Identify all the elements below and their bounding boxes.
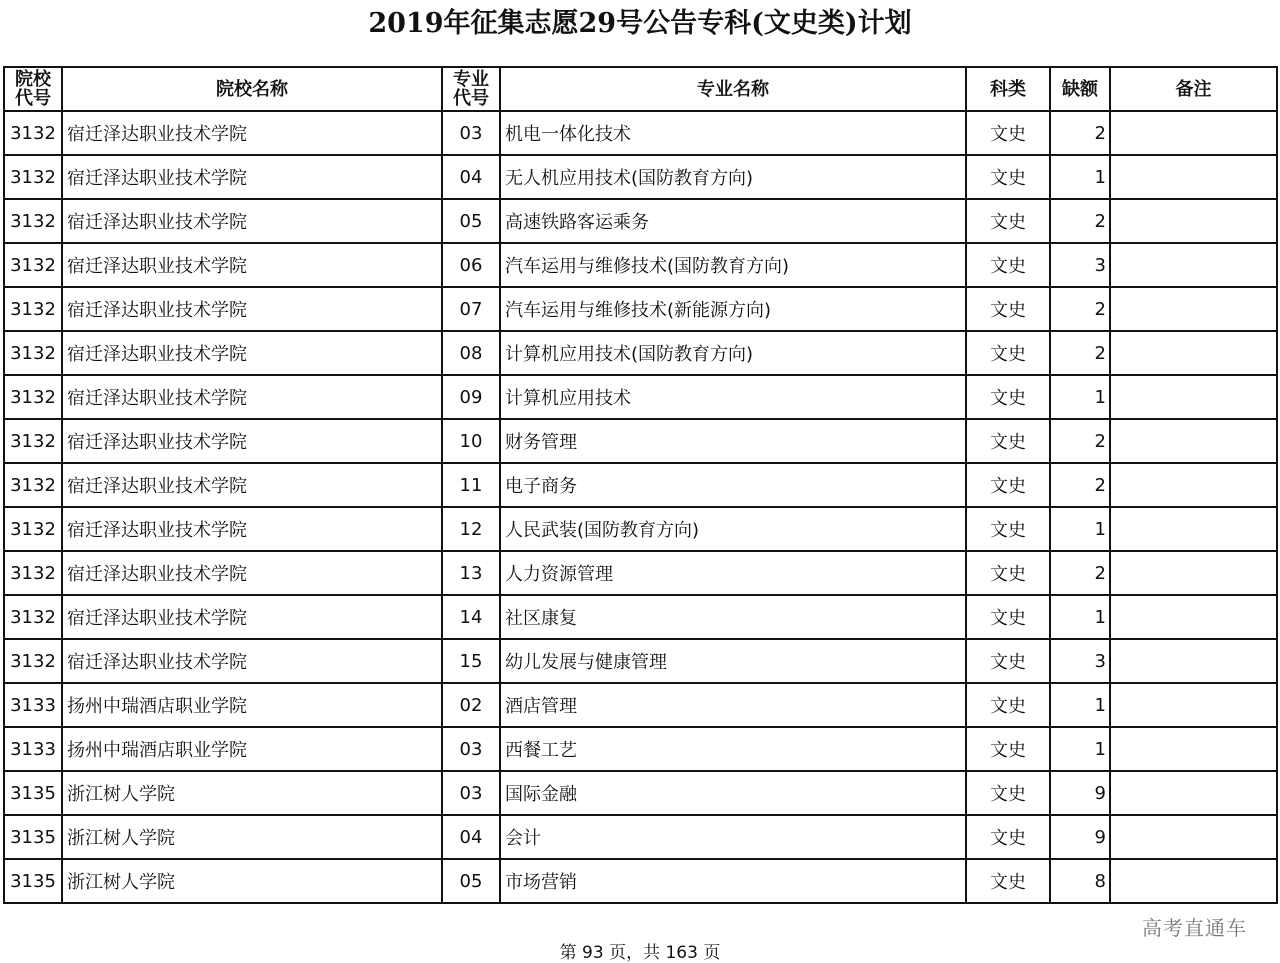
table-row <box>4 243 1277 287</box>
cell-remarks <box>1110 243 1277 287</box>
cell-remarks <box>1110 419 1277 463</box>
cell-major-code: 14 <box>442 595 500 639</box>
cell-category: 文史 <box>966 375 1050 419</box>
cell-remarks <box>1110 551 1277 595</box>
cell-quota: 8 <box>1050 859 1110 903</box>
cell-quota: 3 <box>1050 639 1110 683</box>
cell-school-name: 宿迁泽达职业技术学院 <box>62 287 442 331</box>
header-school-code: 院校 代号 <box>4 67 62 111</box>
cell-remarks <box>1110 331 1277 375</box>
cell-major-name: 酒店管理 <box>500 683 966 727</box>
cell-major-name: 社区康复 <box>500 595 966 639</box>
cell-remarks <box>1110 111 1277 155</box>
cell-school-name: 宿迁泽达职业技术学院 <box>62 111 442 155</box>
cell-major-code: 11 <box>442 463 500 507</box>
header-school-name: 院校名称 <box>62 67 442 111</box>
cell-major-code: 07 <box>442 287 500 331</box>
cell-major-name: 会计 <box>500 815 966 859</box>
cell-quota: 2 <box>1050 331 1110 375</box>
table-row <box>4 331 1277 375</box>
table-row <box>4 859 1277 903</box>
table-row <box>4 419 1277 463</box>
cell-major-code: 05 <box>442 199 500 243</box>
page-title: 2019年征集志愿29号公告专科(文史类)计划 <box>368 8 912 39</box>
cell-school-name: 宿迁泽达职业技术学院 <box>62 199 442 243</box>
cell-school-code: 3132 <box>4 595 62 639</box>
cell-school-code: 3132 <box>4 199 62 243</box>
cell-category: 文史 <box>966 639 1050 683</box>
cell-school-code: 3135 <box>4 859 62 903</box>
cell-quota: 1 <box>1050 595 1110 639</box>
cell-school-code: 3132 <box>4 639 62 683</box>
cell-category: 文史 <box>966 771 1050 815</box>
table-header-row <box>4 67 1277 111</box>
header-remarks: 备注 <box>1110 67 1277 111</box>
cell-major-code: 08 <box>442 331 500 375</box>
cell-quota: 1 <box>1050 727 1110 771</box>
cell-major-name: 西餐工艺 <box>500 727 966 771</box>
cell-quota: 1 <box>1050 375 1110 419</box>
cell-school-name: 浙江树人学院 <box>62 815 442 859</box>
table-row <box>4 639 1277 683</box>
cell-school-name: 宿迁泽达职业技术学院 <box>62 155 442 199</box>
cell-major-code: 15 <box>442 639 500 683</box>
cell-quota: 1 <box>1050 683 1110 727</box>
cell-school-name: 宿迁泽达职业技术学院 <box>62 243 442 287</box>
table-row <box>4 375 1277 419</box>
cell-major-code: 04 <box>442 815 500 859</box>
cell-quota: 2 <box>1050 463 1110 507</box>
cell-major-name: 汽车运用与维修技术(国防教育方向) <box>500 243 966 287</box>
cell-school-code: 3132 <box>4 419 62 463</box>
page-footer: 第 93 页，共 163 页 <box>559 943 721 963</box>
cell-school-name: 宿迁泽达职业技术学院 <box>62 639 442 683</box>
cell-school-code: 3132 <box>4 375 62 419</box>
cell-school-code: 3132 <box>4 155 62 199</box>
cell-school-code: 3135 <box>4 815 62 859</box>
table-row <box>4 771 1277 815</box>
cell-major-name: 国际金融 <box>500 771 966 815</box>
cell-major-code: 03 <box>442 727 500 771</box>
table-row <box>4 463 1277 507</box>
cell-major-name: 财务管理 <box>500 419 966 463</box>
cell-quota: 9 <box>1050 815 1110 859</box>
cell-major-name: 汽车运用与维修技术(新能源方向) <box>500 287 966 331</box>
cell-school-name: 宿迁泽达职业技术学院 <box>62 551 442 595</box>
cell-major-code: 10 <box>442 419 500 463</box>
cell-major-code: 06 <box>442 243 500 287</box>
cell-school-code: 3133 <box>4 727 62 771</box>
cell-major-code: 02 <box>442 683 500 727</box>
cell-remarks <box>1110 727 1277 771</box>
cell-category: 文史 <box>966 287 1050 331</box>
cell-category: 文史 <box>966 595 1050 639</box>
cell-quota: 2 <box>1050 287 1110 331</box>
cell-school-name: 浙江树人学院 <box>62 771 442 815</box>
cell-category: 文史 <box>966 419 1050 463</box>
cell-remarks <box>1110 859 1277 903</box>
cell-major-name: 人力资源管理 <box>500 551 966 595</box>
header-major-name: 专业名称 <box>500 67 966 111</box>
cell-category: 文史 <box>966 111 1050 155</box>
cell-school-code: 3132 <box>4 287 62 331</box>
cell-major-name: 高速铁路客运乘务 <box>500 199 966 243</box>
cell-quota: 2 <box>1050 111 1110 155</box>
cell-quota: 1 <box>1050 155 1110 199</box>
cell-remarks <box>1110 595 1277 639</box>
table-row <box>4 815 1277 859</box>
table-row <box>4 155 1277 199</box>
table-row <box>4 199 1277 243</box>
cell-school-code: 3132 <box>4 331 62 375</box>
cell-category: 文史 <box>966 331 1050 375</box>
cell-school-code: 3132 <box>4 243 62 287</box>
cell-school-name: 浙江树人学院 <box>62 859 442 903</box>
cell-major-name: 计算机应用技术 <box>500 375 966 419</box>
cell-school-name: 扬州中瑞酒店职业学院 <box>62 683 442 727</box>
cell-school-code: 3132 <box>4 111 62 155</box>
cell-category: 文史 <box>966 463 1050 507</box>
cell-quota: 9 <box>1050 771 1110 815</box>
cell-school-name: 宿迁泽达职业技术学院 <box>62 595 442 639</box>
cell-category: 文史 <box>966 683 1050 727</box>
cell-category: 文史 <box>966 155 1050 199</box>
cell-major-code: 12 <box>442 507 500 551</box>
cell-quota: 3 <box>1050 243 1110 287</box>
cell-major-name: 幼儿发展与健康管理 <box>500 639 966 683</box>
header-major-code: 专业 代号 <box>442 67 500 111</box>
table-row <box>4 683 1277 727</box>
cell-category: 文史 <box>966 859 1050 903</box>
cell-category: 文史 <box>966 551 1050 595</box>
cell-category: 文史 <box>966 199 1050 243</box>
cell-school-name: 宿迁泽达职业技术学院 <box>62 507 442 551</box>
cell-school-code: 3135 <box>4 771 62 815</box>
cell-major-name: 无人机应用技术(国防教育方向) <box>500 155 966 199</box>
cell-school-code: 3132 <box>4 507 62 551</box>
cell-major-code: 03 <box>442 111 500 155</box>
cell-remarks <box>1110 287 1277 331</box>
cell-quota: 1 <box>1050 507 1110 551</box>
cell-major-name: 人民武装(国防教育方向) <box>500 507 966 551</box>
cell-remarks <box>1110 815 1277 859</box>
cell-school-name: 宿迁泽达职业技术学院 <box>62 463 442 507</box>
cell-major-code: 09 <box>442 375 500 419</box>
cell-school-name: 宿迁泽达职业技术学院 <box>62 419 442 463</box>
cell-school-code: 3132 <box>4 551 62 595</box>
cell-major-name: 市场营销 <box>500 859 966 903</box>
cell-major-name: 电子商务 <box>500 463 966 507</box>
cell-remarks <box>1110 639 1277 683</box>
cell-remarks <box>1110 199 1277 243</box>
cell-quota: 2 <box>1050 419 1110 463</box>
table-row <box>4 727 1277 771</box>
cell-remarks <box>1110 683 1277 727</box>
table-row <box>4 111 1277 155</box>
cell-category: 文史 <box>966 727 1050 771</box>
cell-category: 文史 <box>966 243 1050 287</box>
cell-school-name: 宿迁泽达职业技术学院 <box>62 375 442 419</box>
table-row <box>4 595 1277 639</box>
table-row <box>4 287 1277 331</box>
table-row <box>4 551 1277 595</box>
watermark-text: 高考直通车 <box>1142 916 1247 940</box>
cell-category: 文史 <box>966 507 1050 551</box>
cell-major-code: 03 <box>442 771 500 815</box>
cell-major-code: 13 <box>442 551 500 595</box>
header-category: 科类 <box>966 67 1050 111</box>
cell-remarks <box>1110 507 1277 551</box>
cell-major-name: 机电一体化技术 <box>500 111 966 155</box>
cell-major-name: 计算机应用技术(国防教育方向) <box>500 331 966 375</box>
cell-category: 文史 <box>966 815 1050 859</box>
cell-school-name: 宿迁泽达职业技术学院 <box>62 331 442 375</box>
cell-school-code: 3133 <box>4 683 62 727</box>
cell-remarks <box>1110 771 1277 815</box>
cell-major-code: 05 <box>442 859 500 903</box>
cell-remarks <box>1110 155 1277 199</box>
cell-school-name: 扬州中瑞酒店职业学院 <box>62 727 442 771</box>
cell-major-code: 04 <box>442 155 500 199</box>
cell-quota: 2 <box>1050 551 1110 595</box>
header-quota: 缺额 <box>1050 67 1110 111</box>
cell-remarks <box>1110 375 1277 419</box>
cell-quota: 2 <box>1050 199 1110 243</box>
cell-school-code: 3132 <box>4 463 62 507</box>
cell-remarks <box>1110 463 1277 507</box>
plan-table <box>3 66 1278 904</box>
table-row <box>4 507 1277 551</box>
